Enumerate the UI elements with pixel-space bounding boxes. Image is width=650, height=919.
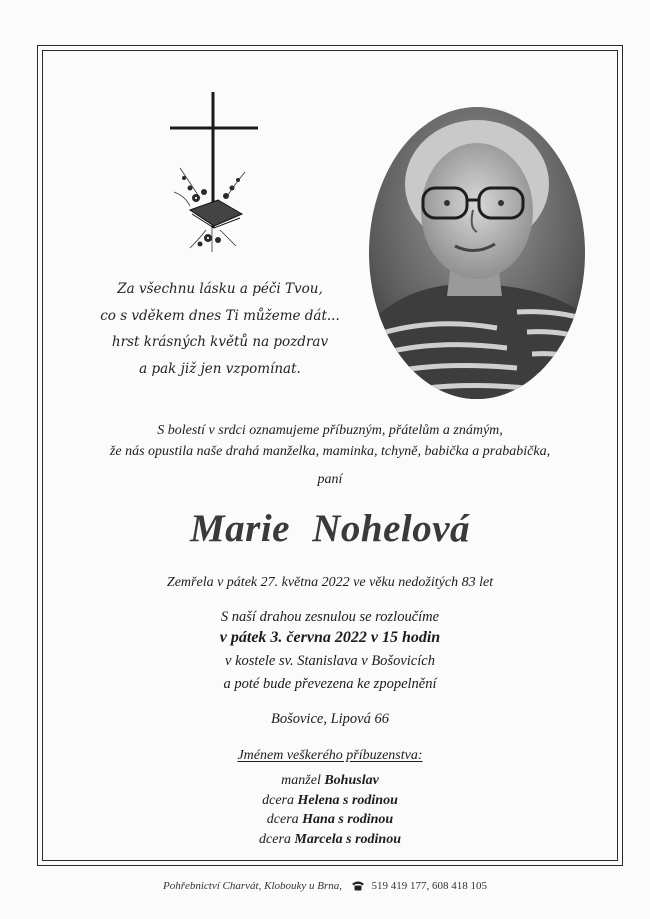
announcement-line: že nás opustila naše drahá manželka, maminka, tchyně, babička a prababička, <box>109 444 551 459</box>
portrait-photo <box>367 106 587 400</box>
farewell-line: S naší drahou zesnulou se rozloučíme <box>220 609 440 625</box>
memorial-poem <box>90 276 350 382</box>
honorific: paní <box>317 472 343 487</box>
family-list <box>42 771 618 849</box>
family-relation: dcera <box>266 812 299 827</box>
announcement-line: S bolestí v srdci oznamujeme příbuzným, přátelům a známým, <box>157 423 503 438</box>
family-relation: manžel <box>281 773 321 788</box>
family-member <box>42 830 618 850</box>
telephone-icon <box>351 880 365 891</box>
cross-with-flowers-icon <box>160 88 270 258</box>
funeral-date: v pátek 3. června 2022 v 15 hodin <box>219 629 441 646</box>
family-member-name: Marcela s rodinou <box>294 831 401 847</box>
poem-line: co s vděkem dnes Ti můžeme dát... <box>100 307 340 324</box>
family-member-name: Hana s rodinou <box>302 812 394 827</box>
poem-line: a pak již jen vzpomínat. <box>139 360 301 377</box>
poem-line: Za všechnu lásku a péči Tvou, <box>117 281 323 297</box>
family-member <box>42 771 618 791</box>
family-member <box>42 791 618 811</box>
funeral-service-footer <box>0 880 650 892</box>
phone-numbers: 519 419 177, 608 418 105 <box>371 880 488 892</box>
family-member-name: Bohuslav <box>324 773 379 788</box>
funeral-service-name: Pohřebnictví Charvát, Klobouky u Brna, <box>162 880 343 892</box>
family-member-name: Helena s rodinou <box>297 792 398 808</box>
funeral-place: v kostele sv. Stanislava v Bošovicích <box>225 653 435 669</box>
death-date-line: Zemřela v pátek 27. května 2022 ve věku nedožitých 83 let <box>166 575 494 590</box>
family-member <box>42 810 618 830</box>
poem-line: hrst krásných květů na pozdrav <box>111 334 329 350</box>
family-heading <box>42 748 618 764</box>
family-heading-text: Jménem veškerého příbuzenstva: <box>237 748 423 763</box>
deceased-name: Marie Nohelová <box>189 507 471 550</box>
cremation-note: a poté bude převezena ke zpopelnění <box>223 676 437 692</box>
announcement <box>42 420 618 462</box>
family-address: Bošovice, Lipová 66 <box>271 711 389 727</box>
family-relation: dcera <box>262 792 295 808</box>
family-relation: dcera <box>259 831 291 847</box>
